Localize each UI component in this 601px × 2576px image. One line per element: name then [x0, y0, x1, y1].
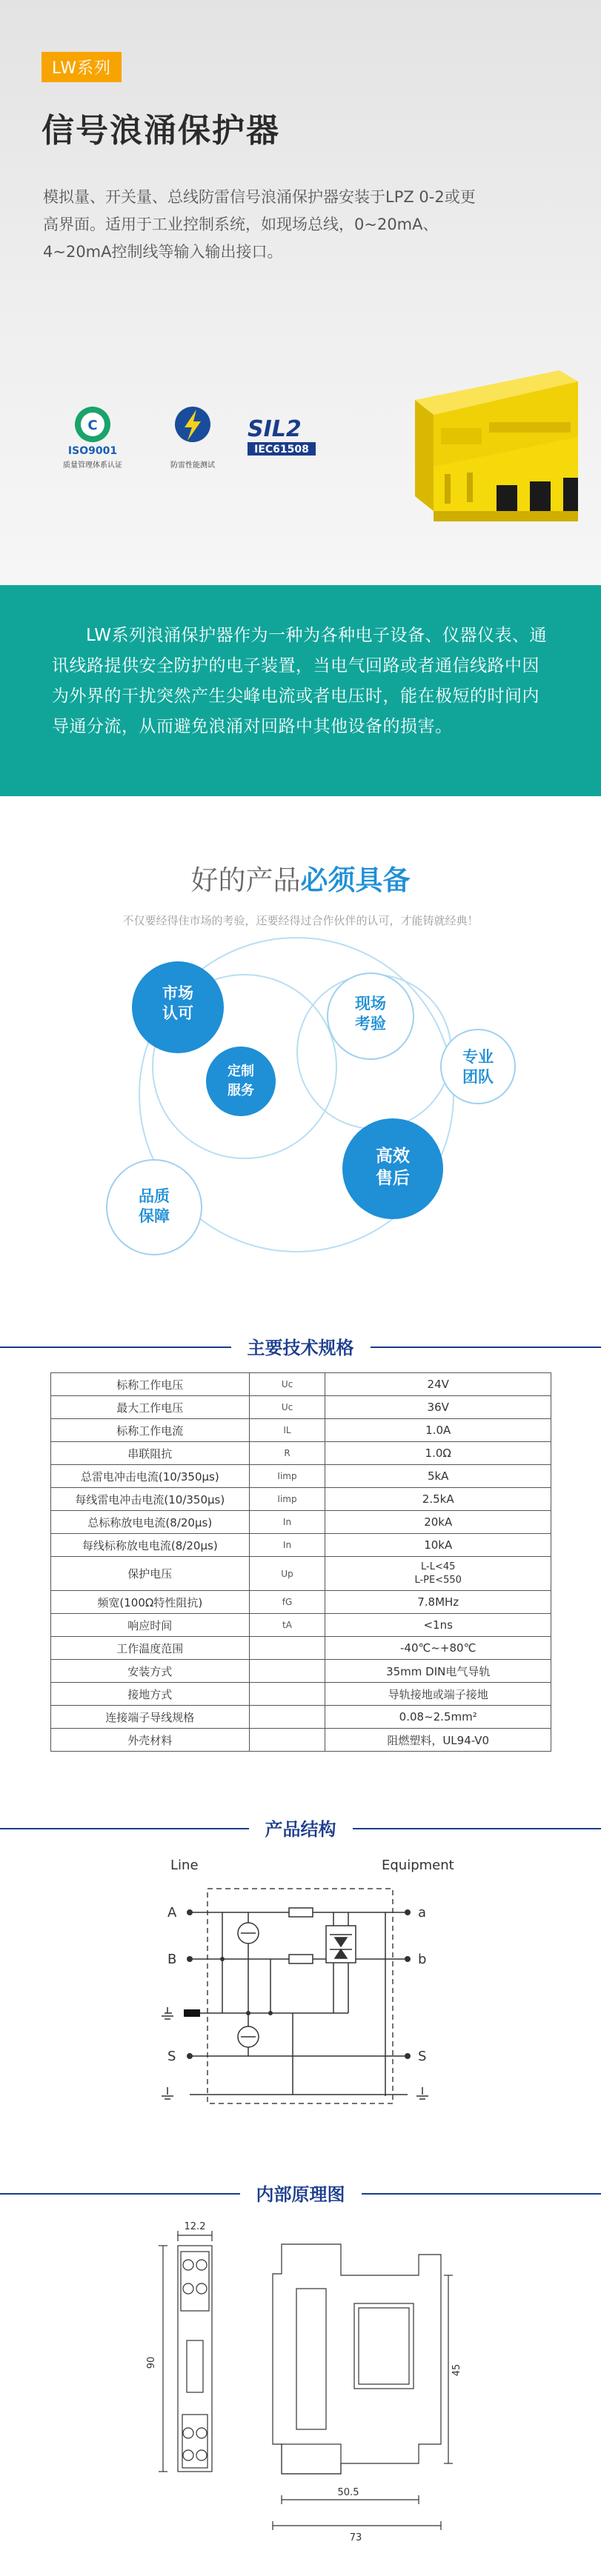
spec-value: 0.08~2.5mm²	[325, 1706, 551, 1729]
spec-value: 35mm DIN电气导轨	[325, 1660, 551, 1683]
spec-name: 响应时间	[51, 1614, 250, 1637]
spec-row	[51, 1660, 551, 1683]
spec-name: 每线标称放电电流(8/20μs)	[51, 1534, 250, 1557]
good-product-subtitle: 不仅要经得住市场的考验，还要经得过合作伙伴的认可，才能铸就经典！	[122, 914, 479, 927]
spec-value-line: L-L<45	[421, 1561, 456, 1572]
bubble-quality-text: 品质 保障	[139, 1187, 170, 1225]
dim-w3: 73	[349, 2532, 362, 2543]
spec-symbol	[249, 1706, 325, 1729]
spec-title: 主要技术规格	[231, 1333, 371, 1359]
term-B: B	[167, 1952, 177, 1967]
spec-name: 接地方式	[51, 1683, 250, 1706]
spec-value: 1.0Ω	[325, 1442, 551, 1465]
spec-value: 7.8MHz	[325, 1591, 551, 1614]
spec-value: <1ns	[325, 1614, 551, 1637]
sil-sub: IEC61508	[254, 444, 309, 456]
spec-value: 1.0A	[325, 1419, 551, 1442]
spec-name: 标称工作电流	[51, 1419, 250, 1442]
lightning-cert	[152, 404, 233, 478]
spec-value: 阻燃塑料，UL94-V0	[325, 1729, 551, 1752]
spec-section-header	[0, 1332, 601, 1361]
spec-value: 10kA	[325, 1534, 551, 1557]
sil-mark: SIL2	[248, 416, 302, 442]
spec-name: 安装方式	[51, 1660, 250, 1683]
equipment-label: Equipment	[382, 1858, 454, 1873]
spec-value-line: L-PE<550	[414, 1574, 462, 1586]
spec-symbol: Uc	[249, 1396, 325, 1419]
good-product-title	[0, 858, 601, 898]
spec-row	[51, 1534, 551, 1557]
term-A: A	[167, 1905, 177, 1921]
iso-cert-icon	[52, 404, 133, 459]
spec-name: 保护电压	[51, 1557, 250, 1591]
structure-section-header	[0, 1813, 601, 1843]
spec-symbol	[249, 1729, 325, 1752]
spec-value: 24V	[325, 1373, 551, 1396]
spec-symbol: In	[249, 1511, 325, 1534]
dim-h2: 45	[451, 2363, 462, 2377]
spec-row	[51, 1419, 551, 1442]
spec-value: 2.5kA	[325, 1488, 551, 1511]
spec-symbol: tA	[249, 1614, 325, 1637]
spec-row	[51, 1729, 551, 1752]
internal-section-header	[0, 2178, 601, 2208]
spec-value: 20kA	[325, 1511, 551, 1534]
spec-name: 总雷电冲击电流(10/350μs)	[51, 1465, 250, 1488]
good-title-highlight: 必须具备	[300, 864, 411, 896]
intro-text: LW系列浪涌保护器作为一种为各种电子设备、仪器仪表、通讯线路提供安全防护的电子装置，当电气回路或者通信线路中因为外界的干扰突然产生尖峰电流或者电压时，能在极短的时间内导通分流，从而避免浪涌对回路中其他设备的损害。	[52, 626, 547, 736]
bubble-pro-text: 专业 团队	[462, 1048, 494, 1086]
spec-symbol	[249, 1660, 325, 1683]
structure-diagram	[0, 1852, 601, 2178]
bubble-market-text: 市场 认可	[162, 984, 193, 1022]
spec-name: 连接端子导线规格	[51, 1706, 250, 1729]
good-title-plain: 好的产品	[190, 864, 301, 896]
iso-cert-label: 质量管理体系认证	[63, 461, 122, 470]
spec-row	[51, 1373, 551, 1396]
spec-row	[51, 1465, 551, 1488]
line-label: Line	[170, 1858, 199, 1873]
term-a: a	[418, 1905, 427, 1921]
svg-text:C: C	[87, 418, 98, 433]
term-S-left: S	[167, 2049, 176, 2064]
sil-cert-icon	[237, 404, 333, 463]
spec-row	[51, 1614, 551, 1637]
spec-symbol: In	[249, 1534, 325, 1557]
bubble-field-text: 现场 考验	[355, 995, 386, 1032]
term-S-right: S	[418, 2049, 427, 2064]
spec-row	[51, 1396, 551, 1419]
product-device-image	[385, 348, 589, 541]
iso-mark: ISO9001	[67, 445, 118, 457]
page-title: 信号浪涌保护器	[41, 112, 280, 150]
spec-name: 频宽(100Ω特性阻抗)	[51, 1591, 250, 1614]
dim-w2: 50.5	[337, 2487, 359, 2498]
bubble-custom-text: 定制 服务	[228, 1064, 254, 1098]
spec-symbol	[249, 1683, 325, 1706]
spec-table	[50, 1372, 551, 1752]
spec-name: 最大工作电压	[51, 1396, 250, 1419]
lightning-cert-label: 防雷性能测试	[170, 461, 215, 470]
structure-title: 产品结构	[249, 1815, 353, 1841]
spec-row	[51, 1683, 551, 1706]
lightning-cert-icon	[152, 404, 233, 459]
spec-symbol: R	[249, 1442, 325, 1465]
feature-bubbles	[0, 933, 601, 1281]
internal-title: 内部原理图	[240, 2180, 362, 2206]
ground-icon	[162, 2007, 428, 2099]
spec-value: -40℃~+80℃	[325, 1637, 551, 1660]
spec-row	[51, 1557, 551, 1591]
spec-symbol: IL	[249, 1419, 325, 1442]
spec-row	[51, 1637, 551, 1660]
spec-symbol: Uc	[249, 1373, 325, 1396]
spec-name: 总标称放电电流(8/20μs)	[51, 1511, 250, 1534]
spec-symbol: Up	[249, 1557, 325, 1591]
certification-row	[52, 404, 333, 478]
spec-symbol: Iimp	[249, 1488, 325, 1511]
spec-row	[51, 1511, 551, 1534]
spec-row	[51, 1706, 551, 1729]
spec-symbol: Iimp	[249, 1465, 325, 1488]
dim-h1: 90	[146, 2356, 157, 2369]
spec-name: 标称工作电压	[51, 1373, 250, 1396]
spec-symbol	[249, 1637, 325, 1660]
spec-value: 36V	[325, 1396, 551, 1419]
bubble-after-text: 高效 售后	[376, 1147, 410, 1188]
dimension-drawing	[0, 2222, 601, 2576]
spec-value	[325, 1557, 551, 1591]
spec-name: 串联阻抗	[51, 1442, 250, 1465]
spec-symbol: fG	[249, 1591, 325, 1614]
spec-name: 外壳材料	[51, 1729, 250, 1752]
series-tag: LW系列	[41, 52, 122, 82]
dim-w1: 12.2	[184, 2222, 206, 2232]
hero-description: 模拟量、开关量、总线防雷信号浪涌保护器安装于LPZ 0-2或更高界面。适用于工业控制系统，如现场总线，0~20mA、4~20mA控制线等输入输出接口。	[43, 188, 476, 261]
spec-row	[51, 1488, 551, 1511]
spec-row	[51, 1591, 551, 1614]
sil-cert	[237, 404, 333, 478]
spec-value: 导轨接地或端子接地	[325, 1683, 551, 1706]
spec-row	[51, 1442, 551, 1465]
spec-value: 5kA	[325, 1465, 551, 1488]
spec-name: 每线雷电冲击电流(10/350μs)	[51, 1488, 250, 1511]
spec-name: 工作温度范围	[51, 1637, 250, 1660]
term-b: b	[418, 1952, 427, 1967]
iso-cert	[52, 404, 133, 478]
